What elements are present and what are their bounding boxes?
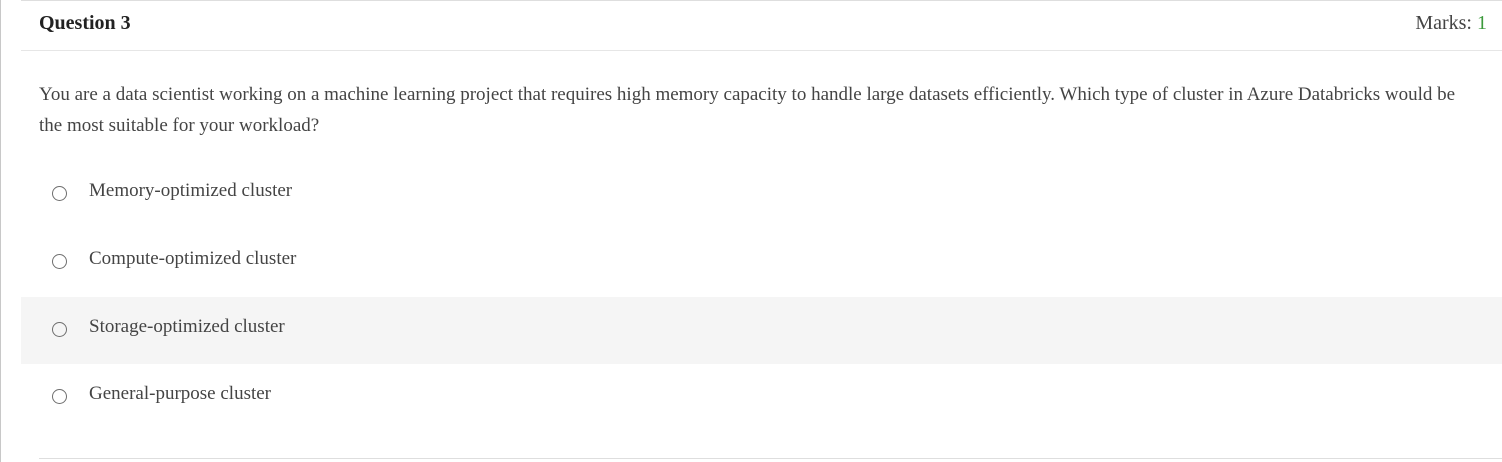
option-label: Memory-optimized cluster [89, 180, 293, 201]
option-storage-optimized[interactable] [21, 297, 1502, 364]
question-text: You are a data scientist working on a machine learning project that requires high memory capacity to handle large datasets efficiently. Which type of cluster in Azure Databricks would be the most suitable for your workload? [39, 84, 1456, 136]
question-card [21, 0, 1502, 462]
option-label: Storage-optimized cluster [89, 316, 285, 337]
option-memory-optimized[interactable] [21, 161, 1502, 227]
option-compute-optimized[interactable] [21, 229, 1502, 295]
question-header [21, 1, 1502, 51]
radio-button[interactable] [52, 186, 67, 201]
radio-button[interactable] [52, 322, 67, 337]
marks-value: 1 [1477, 12, 1487, 34]
divider [39, 458, 1502, 459]
option-general-purpose[interactable] [21, 364, 1502, 430]
option-label: General-purpose cluster [89, 383, 272, 404]
radio-button[interactable] [52, 389, 67, 404]
question-title: Question 3 [39, 12, 131, 34]
marks-label: Marks: [1415, 12, 1477, 34]
radio-button[interactable] [52, 254, 67, 269]
option-label: Compute-optimized cluster [89, 248, 297, 269]
marks [1415, 12, 1487, 35]
